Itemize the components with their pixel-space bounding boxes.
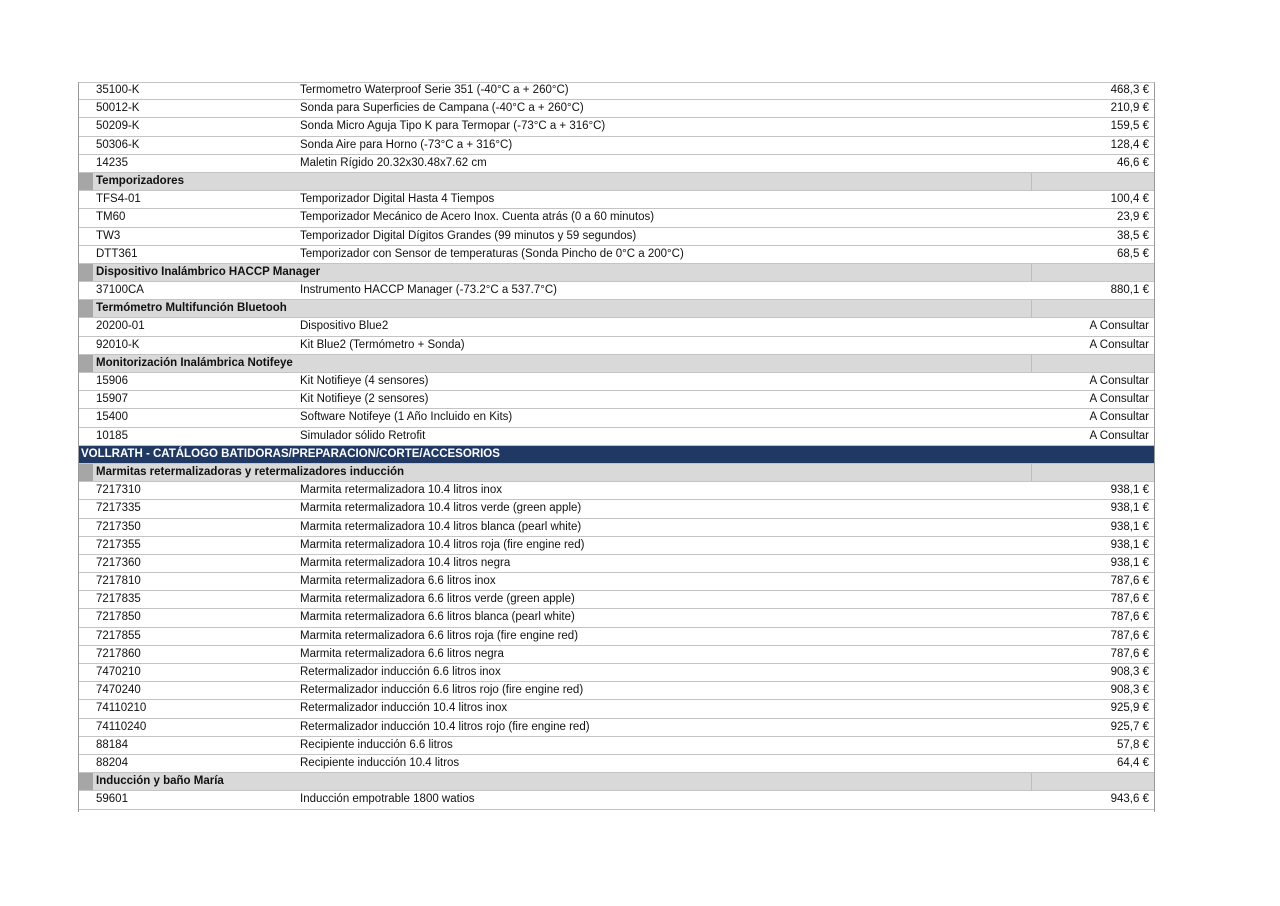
table-row: [78, 337, 1155, 355]
product-price: 925,7 €: [1110, 720, 1149, 733]
category-header-row: [78, 773, 1155, 791]
table-row: [78, 100, 1155, 118]
product-price: A Consultar: [1089, 320, 1149, 333]
table-row: [78, 609, 1155, 627]
product-code: 7217350: [96, 520, 141, 533]
product-description: Retermalizador inducción 10.4 litros rojo (fire engine red): [300, 720, 590, 733]
category-title: Termómetro Multifunción Bluetooh: [96, 302, 287, 315]
product-code: 88184: [96, 738, 128, 751]
product-price: 787,6 €: [1110, 575, 1149, 588]
product-description: Marmita retermalizadora 6.6 litros negra: [300, 647, 504, 660]
product-code: 7217855: [96, 629, 141, 642]
category-marker: [78, 464, 93, 481]
price-list-table: [78, 82, 1155, 810]
table-row: [78, 228, 1155, 246]
product-description: Retermalizador inducción 6.6 litros rojo (fire engine red): [300, 684, 584, 697]
product-price: 908,3 €: [1110, 666, 1149, 678]
product-code: TM60: [96, 211, 126, 224]
table-row: [78, 246, 1155, 264]
category-header-row: [78, 464, 1155, 482]
table-row: [78, 409, 1155, 427]
product-description: Instrumento HACCP Manager (-73.2°C a 537.7°C): [300, 284, 557, 297]
table-row: [78, 791, 1155, 809]
product-price: 468,3 €: [1110, 84, 1149, 96]
column-divider: [1031, 773, 1032, 790]
product-price: 46,6 €: [1117, 156, 1149, 169]
table-row: [78, 373, 1155, 391]
table-row: [78, 555, 1155, 573]
product-code: TFS4-01: [96, 193, 141, 206]
category-marker: [78, 264, 93, 281]
table-row: [78, 209, 1155, 227]
category-header-row: [78, 300, 1155, 318]
product-description: Marmita retermalizadora 10.4 litros blanca (pearl white): [300, 520, 582, 533]
product-code: 37100CA: [96, 284, 144, 297]
column-divider: [1031, 264, 1032, 281]
product-description: Temporizador Digital Hasta 4 Tiempos: [300, 193, 495, 206]
table-row: [78, 391, 1155, 409]
category-marker: [78, 173, 93, 190]
table-row: [78, 118, 1155, 136]
product-code: 15906: [96, 375, 128, 387]
brand-section-header: [78, 446, 1155, 464]
product-code: 59601: [96, 793, 128, 806]
product-price: 787,6 €: [1110, 647, 1149, 660]
product-description: Software Notifeye (1 Año Incluido en Kits): [300, 411, 513, 424]
product-code: 14235: [96, 156, 128, 169]
table-row: [78, 591, 1155, 609]
column-divider: [1031, 300, 1032, 317]
product-description: Recipiente inducción 10.4 litros: [300, 756, 460, 769]
product-description: Marmita retermalizadora 10.4 litros verde (green apple): [300, 502, 582, 515]
category-title: Marmitas retermalizadoras y retermalizadores inducción: [96, 465, 405, 478]
table-row: [78, 664, 1155, 682]
product-code: DTT361: [96, 247, 138, 260]
product-code: 7217835: [96, 593, 141, 606]
category-title: Inducción y baño María: [96, 775, 224, 788]
product-price: A Consultar: [1089, 429, 1149, 442]
product-code: 7470210: [96, 666, 141, 678]
product-code: 50209-K: [96, 120, 140, 133]
table-row: [78, 318, 1155, 336]
product-price: 938,1 €: [1110, 556, 1149, 569]
product-description: Marmita retermalizadora 6.6 litros blanca (pearl white): [300, 611, 575, 624]
category-header-row: [78, 355, 1155, 373]
product-price: 938,1 €: [1110, 538, 1149, 551]
product-code: 35100-K: [96, 84, 140, 96]
product-code: 7217810: [96, 575, 141, 588]
product-price: 64,4 €: [1117, 756, 1149, 769]
product-description: Marmita retermalizadora 10.4 litros roja (fire engine red): [300, 538, 585, 551]
category-title: Temporizadores: [96, 174, 184, 187]
table-row: [78, 682, 1155, 700]
product-description: Recipiente inducción 6.6 litros: [300, 738, 453, 751]
product-code: 74110210: [96, 702, 147, 715]
brand-section-title: VOLLRATH - CATÁLOGO BATIDORAS/PREPARACION/CORTE/ACCESORIOS: [81, 447, 500, 460]
product-price: 787,6 €: [1110, 611, 1149, 624]
product-code: 88204: [96, 756, 128, 769]
product-price: 128,4 €: [1110, 138, 1149, 151]
product-code: 7217310: [96, 484, 141, 497]
product-code: 7470240: [96, 684, 141, 697]
column-divider: [1031, 173, 1032, 190]
product-description: Kit Notifieye (4 sensores): [300, 375, 429, 387]
table-row: [78, 82, 1155, 100]
product-price: 210,9 €: [1110, 102, 1149, 115]
product-description: Marmita retermalizadora 6.6 litros roja (fire engine red): [300, 629, 579, 642]
table-row: [78, 755, 1155, 773]
product-price: A Consultar: [1089, 393, 1149, 406]
product-description: Marmita retermalizadora 6.6 litros verde (green apple): [300, 593, 575, 606]
product-code: 7217850: [96, 611, 141, 624]
product-description: Kit Notifieye (2 sensores): [300, 393, 429, 406]
product-price: 68,5 €: [1117, 247, 1149, 260]
product-price: 159,5 €: [1110, 120, 1149, 133]
product-price: 943,6 €: [1110, 793, 1149, 806]
product-price: 23,9 €: [1117, 211, 1149, 224]
product-description: Temporizador Mecánico de Acero Inox. Cuenta atrás (0 a 60 minutos): [300, 211, 655, 224]
column-divider: [1031, 464, 1032, 481]
table-row: [78, 500, 1155, 518]
product-description: Maletin Rígido 20.32x30.48x7.62 cm: [300, 156, 487, 169]
product-description: Marmita retermalizadora 10.4 litros negra: [300, 556, 511, 569]
category-marker: [78, 300, 93, 317]
product-code: 15907: [96, 393, 128, 406]
product-code: 15400: [96, 411, 128, 424]
product-price: 908,3 €: [1110, 684, 1149, 697]
product-price: 100,4 €: [1110, 193, 1149, 206]
product-price: A Consultar: [1089, 338, 1149, 351]
product-description: Sonda para Superficies de Campana (-40°C a + 260°C): [300, 102, 584, 115]
product-description: Kit Blue2 (Termómetro + Sonda): [300, 338, 465, 351]
column-divider: [1031, 355, 1032, 372]
product-price: 938,1 €: [1110, 484, 1149, 497]
category-title: Monitorización Inalámbrica Notifeye: [96, 356, 293, 369]
product-code: 50012-K: [96, 102, 140, 115]
category-marker: [78, 773, 93, 790]
product-code: 7217360: [96, 556, 141, 569]
product-code: TW3: [96, 229, 121, 242]
table-row: [78, 628, 1155, 646]
category-title: Dispositivo Inalámbrico HACCP Manager: [96, 265, 321, 278]
product-description: Inducción empotrable 1800 watios: [300, 793, 475, 806]
table-row: [78, 719, 1155, 737]
product-price: 925,9 €: [1110, 702, 1149, 715]
product-description: Sonda Micro Aguja Tipo K para Termopar (-73°C a + 316°C): [300, 120, 606, 133]
product-description: Sonda Aire para Horno (-73°C a + 316°C): [300, 138, 513, 151]
table-row: [78, 737, 1155, 755]
table-row: [78, 482, 1155, 500]
product-description: Retermalizador inducción 10.4 litros inox: [300, 702, 508, 715]
product-description: Temporizador con Sensor de temperaturas (Sonda Pincho de 0°C a 200°C): [300, 247, 684, 260]
product-description: Retermalizador inducción 6.6 litros inox: [300, 666, 501, 678]
table-row: [78, 137, 1155, 155]
table-row: [78, 428, 1155, 446]
product-description: Dispositivo Blue2: [300, 320, 389, 333]
product-price: 787,6 €: [1110, 629, 1149, 642]
table-row: [78, 519, 1155, 537]
product-description: Termometro Waterproof Serie 351 (-40°C a + 260°C): [300, 84, 569, 96]
product-code: 92010-K: [96, 338, 140, 351]
table-row: [78, 191, 1155, 209]
table-row: [78, 155, 1155, 173]
product-code: 7217860: [96, 647, 141, 660]
product-code: 7217355: [96, 538, 141, 551]
product-description: Marmita retermalizadora 10.4 litros inox: [300, 484, 502, 497]
table-row: [78, 700, 1155, 718]
product-code: 74110240: [96, 720, 147, 733]
category-marker: [78, 355, 93, 372]
product-price: 938,1 €: [1110, 502, 1149, 515]
category-header-row: [78, 264, 1155, 282]
product-price: 938,1 €: [1110, 520, 1149, 533]
product-code: 10185: [96, 429, 128, 442]
table-row: [78, 282, 1155, 300]
product-code: 50306-K: [96, 138, 140, 151]
table-row: [78, 646, 1155, 664]
product-price: 880,1 €: [1110, 284, 1149, 297]
product-price: 787,6 €: [1110, 593, 1149, 606]
product-description: Simulador sólido Retrofit: [300, 429, 426, 442]
category-header-row: [78, 173, 1155, 191]
product-description: Temporizador Digital Dígitos Grandes (99 minutos y 59 segundos): [300, 229, 637, 242]
product-price: A Consultar: [1089, 411, 1149, 424]
product-price: 38,5 €: [1117, 229, 1149, 242]
product-description: Marmita retermalizadora 6.6 litros inox: [300, 575, 496, 588]
table-row: [78, 537, 1155, 555]
product-code: 7217335: [96, 502, 141, 515]
product-price: A Consultar: [1089, 375, 1149, 387]
table-row: [78, 573, 1155, 591]
product-price: 57,8 €: [1117, 738, 1149, 751]
product-code: 20200-01: [96, 320, 145, 333]
